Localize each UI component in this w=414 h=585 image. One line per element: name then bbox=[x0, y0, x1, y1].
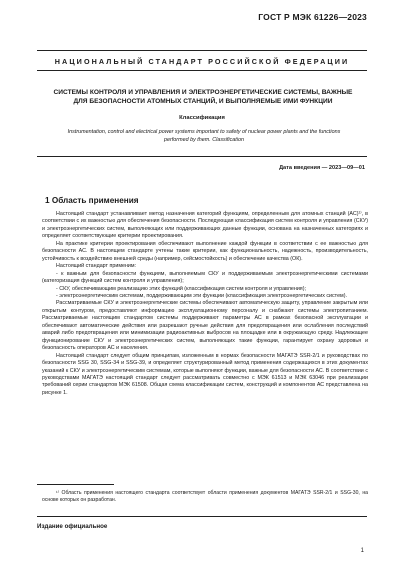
standard-code: ГОСТ Р МЭК 61226—2023 bbox=[258, 12, 367, 22]
national-rule bbox=[37, 70, 367, 71]
english-title-line-1: Instrumentation, control and electrical power systems important to safety of nuclear power plants and the functions bbox=[67, 129, 341, 135]
section-heading: 1 Область применения bbox=[45, 196, 139, 205]
introduction-date: Дата введения — 2023—09—01 bbox=[279, 165, 365, 171]
national-standard-heading: НАЦИОНАЛЬНЫЙ СТАНДАРТ РОССИЙСКОЙ ФЕДЕРАЦИИ bbox=[54, 57, 350, 66]
list-item: - к важным для безопасности функциям, выполняемым СКУ и поддерживаемым электроэнергетическими системами (категоризация функций систем контроля и управления); bbox=[42, 270, 368, 285]
title-line-2: ДЛЯ БЕЗОПАСНОСТИ АТОМНЫХ СТАНЦИЙ, И ВЫПОЛНЯЕМЫЕ ИМИ ФУНКЦИИ bbox=[73, 98, 333, 105]
official-edition-label: Издание официальное bbox=[37, 523, 108, 530]
paragraph: На практике критерии проектирования обеспечивают выполнение каждой функции в соответствии с ее важностью для безопасности АС. В настоящем стандарте учтены такие критерии, как функциональность, надежность, производительность, устойчивость к воздействию внешней среды (например, сейсмостойкость) и обеспечение качества (ОК). bbox=[42, 240, 368, 262]
title-rule bbox=[37, 156, 367, 157]
paragraph: Настоящий стандарт устанавливает метод назначения категорий функциям, определенным для атомных станций (АС)¹⁾, в соответствии с их важностью для обеспечения безопасности. Последующая классификация систем контроля и управления (СКУ) и электроэнергетических систем, выполняющих или поддерживающих данные функции, основана на назначенных категориях и определяет соответствующие критерии проектирования. bbox=[42, 211, 368, 240]
paragraph: Настоящий стандарт следует общим принципам, изложенным в нормах безопасности МАГАТЭ SSR-2/1 и руководствах по безопасности SSG 30, SSG-34 и SSG-39, и определяет структурированный метод применения содержащихся в этих документах указаний к СКУ и электроэнергетическим системам, которые выполняют функции, важные для безопасности АС. В соответствии с руководствами МАГАТЭ настоящий стандарт следует рассматривать совместно с МЭК 61513 и МЭК 63046 при реализации требований серии стандартов МЭК 61508. Общая схема классификации систем, конструкций и компонентов АС представлена на рисунке 1. bbox=[42, 352, 368, 396]
page-number: 1 bbox=[360, 548, 364, 554]
english-title-line-2: performed by them. Classification bbox=[164, 137, 244, 144]
section-body bbox=[42, 211, 368, 397]
title-line-1: СИСТЕМЫ КОНТРОЛЯ И УПРАВЛЕНИЯ И ЭЛЕКТРОЭНЕРГЕТИЧЕСКИЕ СИСТЕМЫ, ВАЖНЫЕ bbox=[53, 89, 353, 96]
paragraph: Настоящий стандарт применим: bbox=[56, 263, 137, 270]
footer-rule bbox=[37, 516, 367, 517]
footnote: ¹⁾ Область применения настоящего стандарта соответствует области применения документов МАГАТЭ SSR-2/1 и SSG-30, на основе которых он разработан. bbox=[42, 490, 368, 504]
document-title bbox=[42, 88, 364, 106]
list-item: - электроэнергетическим системам, поддерживающим эти функции (классификация электроэнергетических систем). bbox=[56, 292, 347, 299]
english-title bbox=[44, 128, 364, 144]
paragraph: Рассматриваемые СКУ и электроэнергетические системы обеспечивают автоматическую защиту, управление закрытым или открытым контуром, предоставляют информацию эксплуатационному персоналу и снабжают системы электропитанием. Рассматриваемые настоящим стандартом системы поддерживают параметры АС в рамках безопасной эксплуатации и обеспечивают автоматические действия или разрешают ручные действия для предотвращения или ослабления последствий аварий либо предотвращения или минимизации радиоактивных выбросов на площадке или в окружающую среду. Надлежащее функционирование СКУ и электроэнергетических систем, выполняющих такие функции, гарантирует охрану здоровья и безопасность операторов АС и населения. bbox=[42, 300, 368, 352]
top-rule bbox=[37, 50, 367, 51]
classification-heading: Классификация bbox=[179, 115, 225, 121]
footnote-separator bbox=[37, 484, 114, 485]
list-item: - СКУ, обеспечивающим реализацию этих функций (классификация систем контроля и управления); bbox=[56, 285, 306, 292]
